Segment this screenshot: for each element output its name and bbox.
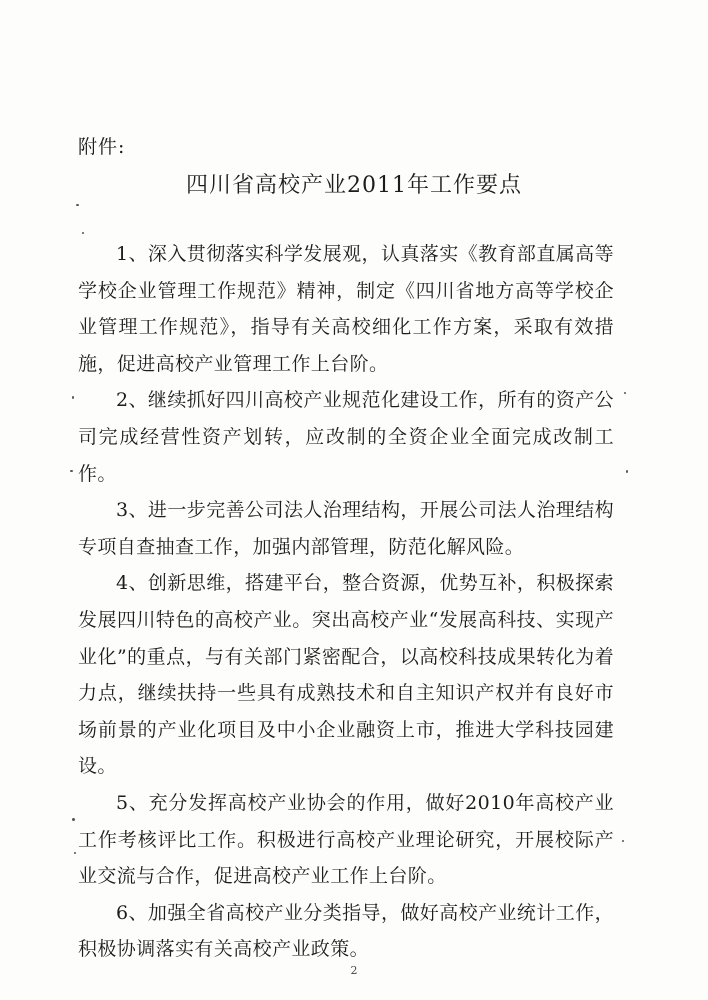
scan-speck	[70, 470, 73, 472]
scan-speck	[622, 840, 624, 842]
scan-speck	[626, 470, 628, 473]
scan-speck	[74, 852, 76, 854]
page-number: 2	[350, 964, 358, 977]
scan-speck	[72, 818, 75, 821]
paragraph-6: 6、加强全省高校产业分类指导，做好高校产业统计工作，积极协调落实有关高校产业政策。	[78, 901, 614, 961]
document-body	[78, 236, 614, 968]
paragraph-1: 1、深入贯彻落实科学发展观，认真落实《教育部直属高等学校企业管理工作规范》精神，制定《四川省地方高等学校企业管理工作规范》，指导有关高校细化工作方案，采取有效措施，促进高校产业管理工作上台阶。	[78, 243, 614, 375]
scan-speck	[82, 232, 84, 234]
scan-speck	[624, 392, 626, 394]
scan-speck	[76, 204, 79, 206]
attachment-label: 附件:	[78, 136, 126, 158]
paragraph-3: 3、进一步完善公司法人治理结构，开展公司法人治理结构专项自查抽查工作，加强内部管理，防范化解风险。	[78, 499, 614, 558]
document-title: 四川省高校产业2011年工作要点	[186, 173, 522, 198]
paragraph-4: 4、创新思维，搭建平台，整合资源，优势互补，积极探索发展四川特色的高校产业。突出高校产业“发展高科技、实现产业化”的重点，与有关部门紧密配合，以高校科技成果转化为着力点，继续扶持一些具有成熟技术和自主知识产权并有良好市场前景的产业化项目及中小企业融资上市，推进大学科技园建设。	[78, 572, 614, 778]
paragraph-2: 2、继续抓好四川高校产业规范化建设工作，所有的资产公司完成经营性资产划转，应改制的全资企业全面完成改制工作。	[78, 389, 614, 485]
scan-speck	[72, 396, 74, 399]
paragraph-5: 5、充分发挥高校产业协会的作用，做好2010年高校产业工作考核评比工作。积极进行高校产业理论研究，开展校际产业交流与合作，促进高校产业工作上台阶。	[78, 791, 614, 888]
